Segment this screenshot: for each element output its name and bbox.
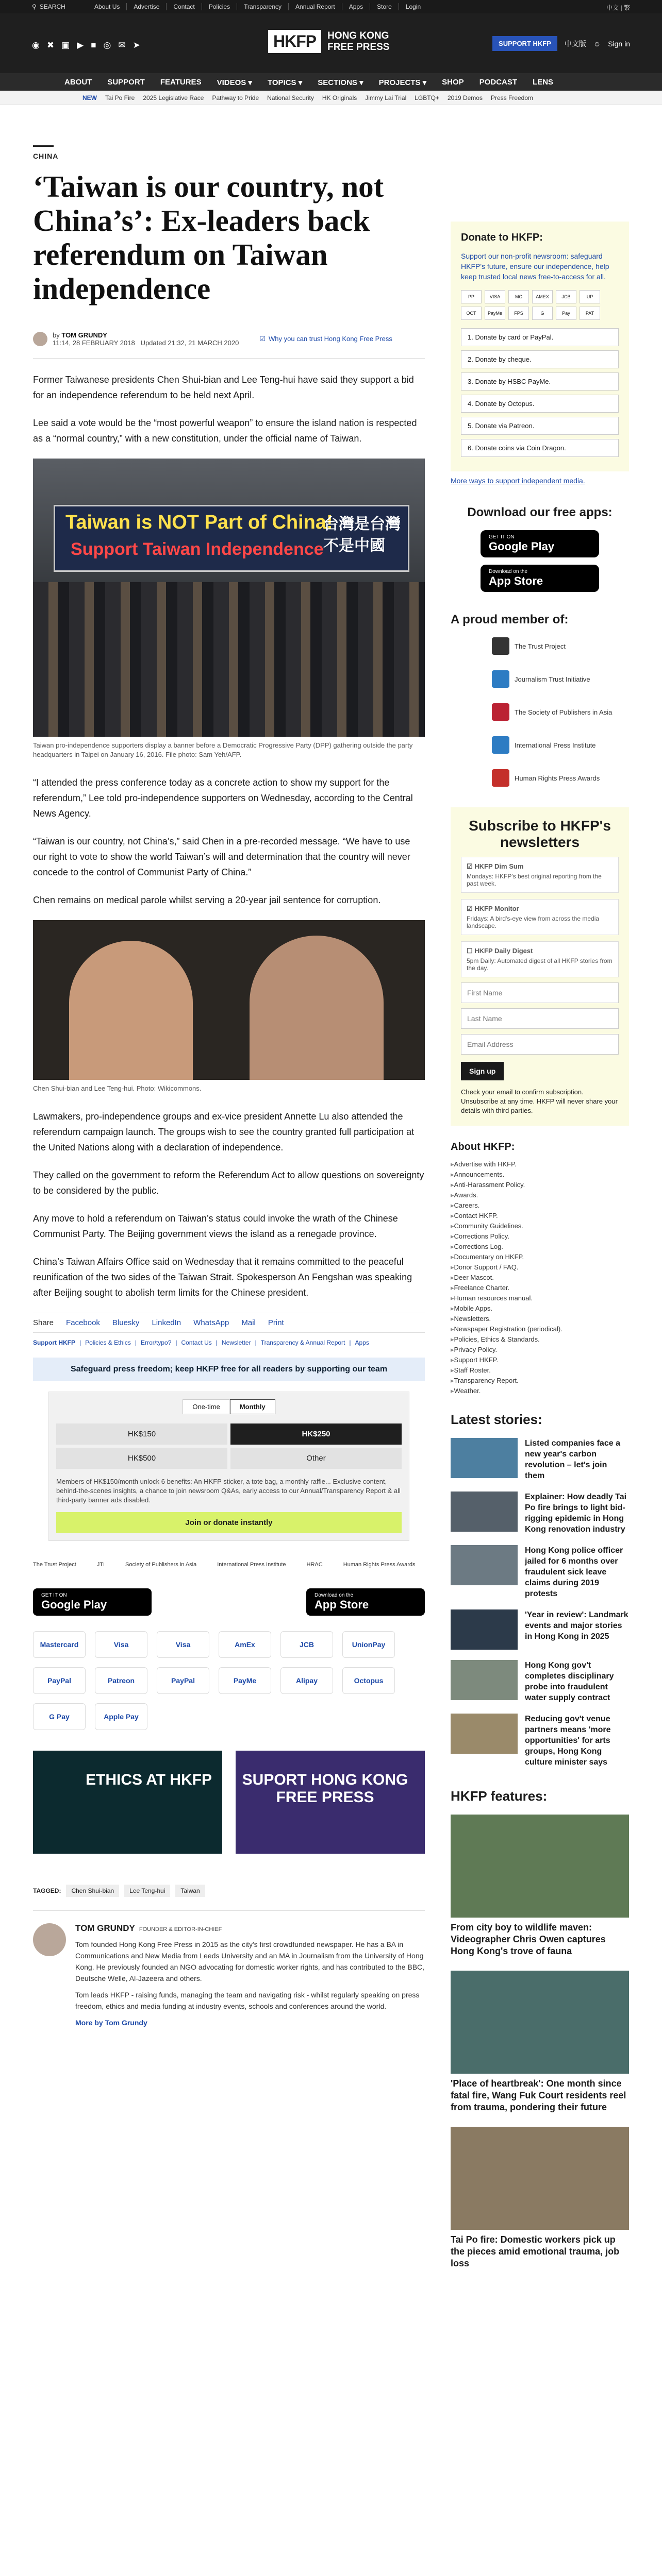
nav-item[interactable]: FEATURES: [160, 78, 202, 87]
app-badges: [33, 1588, 425, 1616]
utility-link[interactable]: Contact: [167, 3, 202, 10]
divider: [33, 358, 425, 359]
photo-caption: Chen Shui-bian and Lee Teng-hui. Photo: Wikicommons.: [33, 1084, 202, 1092]
one-time-tab[interactable]: One-time: [183, 1399, 229, 1414]
newsletter-box: [451, 807, 629, 1126]
banner-text-3: 台灣是台灣 不是中國: [323, 516, 401, 554]
nav-item[interactable]: TOPICS ▾: [267, 78, 303, 87]
protest-photo: [33, 459, 425, 737]
share-facebook[interactable]: Facebook: [66, 1318, 100, 1327]
about-link[interactable]: ▸ Advertise with HKFP.: [451, 1159, 629, 1170]
feature-image: [451, 2127, 629, 2230]
paragraph: China’s Taiwan Affairs Office said on Wednesday that it remains committed to the peaceful reunification of the two sides of the Taiwan Strait. Spokesperson An Fengshan was speaking after Beijing sought to abolish term limits for the Chinese president.: [33, 1257, 412, 1298]
search-icon: ⚲: [32, 3, 37, 10]
signin-link[interactable]: Sign in: [608, 39, 630, 48]
ethics-banner[interactable]: ETHICS AT HKFP: [33, 1751, 222, 1854]
footer-link[interactable]: Support HKFP: [33, 1339, 75, 1346]
crowd: [33, 582, 425, 737]
donate-text[interactable]: Support our non-profit newsroom: safeguard HKFP's future, ensure our independence, help keep trusted local news free-to-access for all.: [461, 252, 609, 281]
nav-item[interactable]: PROJECTS ▾: [378, 78, 427, 87]
story-thumbnail: [451, 1660, 518, 1700]
story-item[interactable]: Listed companies face a new year's carbon revolution – let's join them: [451, 1438, 629, 1481]
chinese-version-link[interactable]: 中文版: [564, 39, 586, 48]
payment-logo[interactable]: Visa: [157, 1631, 209, 1658]
tags: TAGGED: Chen Shui-bian Lee Teng-hui Taiwan: [33, 1885, 425, 1897]
trending-link[interactable]: Jimmy Lai Trial: [365, 94, 407, 101]
partner-logo[interactable]: International Press Institute: [217, 1562, 286, 1568]
paragraph: Former Taiwanese presidents Chen Shui-bian and Lee Teng-hui have said they support a bid for an independence referendum to be held next April.: [33, 375, 414, 400]
linkedin-icon[interactable]: ■: [91, 40, 96, 50]
payment-icon: AMEX: [532, 290, 553, 303]
donate-option[interactable]: 3. Donate by HSBC PayMe.: [461, 372, 619, 391]
donate-option[interactable]: 2. Donate by cheque.: [461, 350, 619, 368]
share-bluesky[interactable]: Bluesky: [112, 1318, 140, 1327]
updated-date: Updated 21:32, 21 MARCH 2020: [140, 339, 239, 347]
more-by-author[interactable]: More by Tom Grundy: [75, 2019, 147, 2027]
story-thumbnail: [451, 1438, 518, 1478]
share-bar: [33, 1313, 425, 1333]
signup-note: Check your email to confirm subscription. Unsubscribe at any time. HKFP will never share your details with third parties.: [461, 1088, 618, 1114]
byline: by TOM GRUNDY 11:14, 28 FEBRUARY 2018 Updated 21:32, 21 MARCH 2020 ☑ Why you can trust Hong Kong Free Press: [33, 331, 425, 347]
utility-link[interactable]: About Us: [88, 3, 127, 10]
footer-link[interactable]: Apps: [355, 1339, 369, 1346]
instagram-icon[interactable]: ▣: [61, 40, 70, 50]
about-link[interactable]: ▸ Awards.: [451, 1190, 629, 1200]
partner-logo[interactable]: JTI: [96, 1562, 105, 1568]
donate-option[interactable]: 4. Donate by Octopus.: [461, 395, 619, 413]
member-logo[interactable]: Human Rights Press Awards: [451, 769, 629, 787]
donate-option[interactable]: 6. Donate coins via Coin Dragon.: [461, 439, 619, 457]
about-link[interactable]: ▸ Policies, Ethics & Standards.: [451, 1334, 629, 1345]
payment-icon: Pay: [556, 307, 576, 320]
footer-link[interactable]: Transparency & Annual Report: [260, 1339, 345, 1346]
telegram-icon[interactable]: ➤: [133, 40, 140, 50]
trust-project-icon: [492, 637, 509, 655]
about-link[interactable]: ▸ Community Guidelines.: [451, 1221, 629, 1231]
share-linkedin[interactable]: LinkedIn: [152, 1318, 181, 1327]
youtube-icon[interactable]: ▶: [77, 40, 84, 50]
payment-logo[interactable]: Patreon: [95, 1667, 147, 1694]
payment-logo[interactable]: Alipay: [280, 1667, 333, 1694]
partner-logos: [33, 1562, 425, 1568]
about-list: [451, 1141, 629, 1396]
donate-note: Members of HK$150/month unlock 6 benefits: An HKFP sticker, a tote bag, a monthly raffle... Exclusive content, behind-the-scenes insights, a chance to join newsroom Q&As, early access to our Annual/Transparency Report & all third-party banner ads disabled.: [56, 1478, 401, 1504]
author-role: FOUNDER & EDITOR-IN-CHIEF: [139, 1926, 222, 1933]
payment-icon: OCT: [461, 307, 482, 320]
checkbox-icon[interactable]: ☑: [467, 905, 473, 912]
payment-logo[interactable]: JCB: [280, 1631, 333, 1658]
trending-link[interactable]: National Security: [267, 94, 314, 101]
paragraph: Chen remains on medical parole whilst serving a 20-year jail sentence for corruption.: [33, 895, 381, 905]
paragraph: Any move to hold a referendum on Taiwan’s status could invoke the wrath of the Chinese Communist Party. The Beijing government views the island as a renegade province.: [33, 1213, 398, 1239]
article: [33, 108, 425, 2028]
user-icon[interactable]: ☺: [593, 39, 601, 48]
author-bio: Tom founded Hong Kong Free Press in 2015 as the city's first crowdfunded newspaper. He has a BA in Communications and New Media from Leeds University and an MA in Journalism from the University of Hong Kong. He previously founded an NGO advocating for domestic worker rights, and has contributed to the BBC, Deutsche Welle, Al-Jazeera and others.: [75, 1940, 425, 1982]
trending-link[interactable]: Pathway to Pride: [212, 94, 259, 101]
story-item[interactable]: Explainer: How deadly Tai Po fire brings to light bid-rigging epidemic in Hong Kong renovation industry: [451, 1492, 629, 1535]
utility-link[interactable]: Apps: [342, 3, 370, 10]
about-link[interactable]: ▸ Deer Mascot.: [451, 1273, 629, 1283]
feature-image: [451, 1971, 629, 2074]
trending-bar: [0, 91, 662, 105]
payment-icons: [461, 290, 619, 320]
member-logo[interactable]: Journalism Trust Initiative: [451, 670, 629, 688]
article-title: ‘Taiwan is our country, not China’s’: Ex-leaders back referendum on Taiwan independence: [33, 170, 384, 306]
amount-option[interactable]: HK$500: [56, 1448, 227, 1469]
trending-link[interactable]: 2019 Demos: [447, 94, 483, 101]
monthly-tab[interactable]: Monthly: [230, 1399, 275, 1414]
signup-button[interactable]: Sign up: [461, 1062, 504, 1080]
twitter-icon[interactable]: ✖: [46, 40, 55, 50]
more-ways-link[interactable]: More ways to support independent media.: [451, 477, 585, 485]
main-nav: [0, 73, 662, 91]
nav-item[interactable]: ABOUT: [64, 78, 92, 87]
tag-link[interactable]: Chen Shui-bian: [66, 1885, 119, 1897]
paragraph: They called on the government to reform the Referendum Act to allow questions on sovereignty to be considered by the public.: [33, 1170, 424, 1196]
utility-links: [88, 3, 427, 10]
about-link[interactable]: ▸ Documentary on HKFP.: [451, 1252, 629, 1262]
nav-item[interactable]: PODCAST: [479, 78, 518, 87]
story-thumbnail: [451, 1714, 518, 1754]
google-play-badge[interactable]: GET IT ON Google Play: [481, 530, 599, 557]
about-link[interactable]: ▸ Staff Roster.: [451, 1365, 629, 1376]
donate-option[interactable]: 5. Donate via Patreon.: [461, 417, 619, 435]
about-link[interactable]: ▸ Mobile Apps.: [451, 1303, 629, 1314]
latest-stories: [451, 1412, 629, 1768]
nav-item[interactable]: VIDEOS ▾: [217, 78, 252, 87]
amount-option[interactable]: Other: [230, 1448, 402, 1469]
nav-item[interactable]: SHOP: [442, 78, 464, 87]
email-field[interactable]: Email Address: [461, 1034, 619, 1055]
story-thumbnail: [451, 1609, 518, 1650]
payment-logo[interactable]: Visa: [95, 1631, 147, 1658]
amount-option-selected[interactable]: HK$250: [230, 1423, 402, 1445]
join-donate-button[interactable]: Join or donate instantly: [56, 1512, 402, 1533]
feature-item[interactable]: Tai Po fire: Domestic workers pick up the pieces amid emotional trauma, job loss: [451, 2127, 629, 2269]
donate-title: Donate to HKFP:: [461, 232, 543, 243]
newsletter-title: Subscribe to HKFP's newsletters: [469, 818, 611, 850]
story-thumbnail: [451, 1492, 518, 1532]
amount-grid: [56, 1423, 402, 1469]
utility-link[interactable]: Policies: [202, 3, 237, 10]
google-play-badge[interactable]: GET IT ON Google Play: [33, 1588, 152, 1616]
payment-icon: PP: [461, 290, 482, 303]
newsletter-option[interactable]: ☑ HKFP Dim Sum Mondays: HKFP's best original reporting from the past week.: [461, 857, 619, 893]
social-icons: [32, 40, 140, 50]
payment-logo[interactable]: Octopus: [342, 1667, 395, 1694]
utility-link[interactable]: Store: [370, 3, 399, 10]
banner-text-2: Support Taiwan Independence: [71, 539, 324, 559]
new-badge: NEW: [82, 94, 97, 101]
payment-icon: PayMe: [485, 307, 505, 320]
trending-link[interactable]: HK Originals: [322, 94, 357, 101]
site-logo[interactable]: HKFP HONG KONG FREE PRESS: [268, 30, 389, 53]
partner-logo[interactable]: The Trust Project: [33, 1562, 76, 1568]
story-item[interactable]: 'Year in review': Landmark events and major stories in Hong Kong in 2025: [451, 1609, 629, 1650]
donate-box: [451, 222, 629, 471]
member-logo[interactable]: The Society of Publishers in Asia: [451, 703, 629, 721]
tag-link[interactable]: Taiwan: [175, 1885, 205, 1897]
utility-bar: [0, 0, 662, 13]
nav-item[interactable]: SECTIONS ▾: [318, 78, 363, 87]
footer-link[interactable]: Newsletter: [221, 1339, 251, 1346]
rss-icon[interactable]: ◎: [103, 40, 111, 50]
latest-title: Latest stories:: [451, 1412, 542, 1427]
payment-icon: VISA: [485, 290, 505, 303]
story-item[interactable]: Hong Kong gov't completes disciplinary probe into fraudulent water supply contract: [451, 1660, 629, 1703]
feature-image: [451, 1815, 629, 1918]
about-link[interactable]: ▸ Privacy Policy.: [451, 1345, 629, 1355]
language-switch[interactable]: 中文 | 繁: [606, 4, 630, 11]
payment-icon: JCB: [556, 290, 576, 303]
utility-link[interactable]: Advertise: [127, 3, 167, 10]
about-link[interactable]: ▸ Weather.: [451, 1386, 629, 1396]
features-title: HKFP features:: [451, 1788, 548, 1804]
search-button[interactable]: ⚲ SEARCH: [32, 3, 65, 10]
footer-link[interactable]: Contact Us: [181, 1339, 212, 1346]
amount-option[interactable]: HK$150: [56, 1423, 227, 1445]
payment-logo[interactable]: G Pay: [33, 1703, 86, 1730]
checkbox-icon[interactable]: ☑: [467, 862, 473, 870]
footer-link[interactable]: Error/typo?: [140, 1339, 172, 1346]
payment-icon: FPS: [508, 307, 529, 320]
share-print[interactable]: Print: [268, 1318, 284, 1327]
about-link[interactable]: ▸ Donor Support / FAQ.: [451, 1262, 629, 1273]
story-item[interactable]: Reducing gov't venue partners means 'more opportunities' for arts groups, Hong Kong culture minister says: [451, 1714, 629, 1768]
app-store-badge[interactable]: Download on the App Store: [481, 565, 599, 592]
feature-item[interactable]: From city boy to wildlife maven: Videographer Chris Owen captures Hong Kong's trove of fauna: [451, 1815, 629, 1957]
facebook-icon[interactable]: ◉: [32, 40, 40, 50]
payment-logo[interactable]: Mastercard: [33, 1631, 86, 1658]
payment-icon: PAT: [580, 307, 600, 320]
about-link[interactable]: ▸ Transparency Report.: [451, 1376, 629, 1386]
about-link[interactable]: ▸ Careers.: [451, 1200, 629, 1211]
apps-title: Download our free apps:: [467, 505, 613, 519]
about-link[interactable]: ▸ Announcements.: [451, 1170, 629, 1180]
utility-link[interactable]: Transparency: [237, 3, 289, 10]
site-header: [0, 13, 662, 73]
safeguard-banner[interactable]: Safeguard press freedom; keep HKFP free for all readers by supporting our team: [33, 1358, 425, 1381]
about-link[interactable]: ▸ Support HKFP.: [451, 1355, 629, 1365]
author-box: [33, 1910, 425, 2028]
payment-icon: G: [532, 307, 553, 320]
checkbox-icon[interactable]: ☐: [467, 947, 473, 955]
donate-option[interactable]: 1. Donate by card or PayPal.: [461, 328, 619, 346]
paragraph: Lee said a vote would be the “most powerful weapon” to ensure the island nation is respected as a “normal country,” with a new constitution, under the official name of Taiwan.: [33, 418, 417, 444]
payment-icon: UP: [580, 290, 600, 303]
sopa-icon: [492, 703, 509, 721]
payment-methods: [33, 1631, 425, 1730]
author-bio: Tom leads HKFP - raising funds, managing the team and navigating risk - whilst regularly speaking on press freedom, ethics and media funding at industry events, schools and conferences around the world.: [75, 1991, 420, 2010]
footer-link[interactable]: Policies & Ethics: [85, 1339, 131, 1346]
protest-banner: [54, 505, 409, 572]
about-link[interactable]: ▸ Corrections Log.: [451, 1242, 629, 1252]
paragraph: “Taiwan is our country, not China’s,” said Chen in a pre-recorded message. “We have to use our right to vote to show the world Taiwan’s will and determination that the country will never concede to the control of Communist Party of China.”: [33, 836, 410, 877]
feature-item[interactable]: 'Place of heartbreak': One month since fatal fire, Wang Fuk Court residents reel from trauma, pondering their future: [451, 1971, 629, 2113]
kicker-rule: [33, 145, 54, 147]
tag-link[interactable]: Lee Teng-hui: [124, 1885, 170, 1897]
paragraph: Lawmakers, pro-independence groups and ex-vice president Annette Lu also attended the referendum campaign launch. The groups wish to see the country granted full participation at the United Nations along with a declaration of independence.: [33, 1111, 415, 1153]
about-link[interactable]: ▸ Human resources manual.: [451, 1293, 629, 1303]
nav-item[interactable]: SUPPORT: [107, 78, 145, 87]
share-whatsapp[interactable]: WhatsApp: [193, 1318, 229, 1327]
utility-link[interactable]: Login: [405, 3, 421, 10]
photo-caption: Taiwan pro-independence supporters display a banner before a Democratic Progressive Party (DPP) gathering outside the party headquarters in Taipei on January 16, 2016. File photo: Sam Yeh/AFP.: [33, 741, 413, 758]
story-item[interactable]: Hong Kong police officer jailed for 6 months over fraudulent sick leave claims during 2019 protests: [451, 1545, 629, 1599]
author-name[interactable]: TOM GRUNDY: [75, 1923, 135, 1933]
about-link[interactable]: ▸ Newsletters.: [451, 1314, 629, 1324]
paragraph: “I attended the press conference today as a concrete action to show my support for the referendum,” Lee told pro-independence supporters on Wednesday, according to the Central News Agency.: [33, 777, 413, 819]
trust-link[interactable]: ☑ Why you can trust Hong Kong Free Press: [259, 335, 392, 343]
partner-logo[interactable]: Human Rights Press Awards: [343, 1562, 416, 1568]
leaders-photo: [33, 920, 425, 1080]
trending-link[interactable]: Press Freedom: [490, 94, 534, 101]
share-label: Share: [33, 1318, 54, 1327]
payment-logo[interactable]: PayMe: [219, 1667, 271, 1694]
avatar[interactable]: [33, 1923, 66, 1956]
share-mail[interactable]: Mail: [241, 1318, 256, 1327]
trending-link[interactable]: LGBTQ+: [415, 94, 439, 101]
email-icon[interactable]: ✉: [118, 40, 126, 50]
support-hkfp-button[interactable]: SUPPORT HKFP: [492, 36, 557, 51]
about-link[interactable]: ▸ Corrections Policy.: [451, 1231, 629, 1242]
ipi-icon: [492, 736, 509, 754]
donate-widget: [48, 1392, 409, 1541]
payment-logo[interactable]: AmEx: [219, 1631, 271, 1658]
trending-link[interactable]: Tai Po Fire: [105, 94, 135, 101]
story-thumbnail: [451, 1545, 518, 1585]
nav-item[interactable]: LENS: [533, 78, 554, 87]
utility-link[interactable]: Annual Report: [289, 3, 342, 10]
hrpa-icon: [492, 769, 509, 787]
member-logo[interactable]: The Trust Project: [451, 637, 629, 655]
trust-icon: ☑: [259, 335, 266, 343]
author-link[interactable]: TOM GRUNDY: [61, 331, 107, 339]
about-link[interactable]: ▸ Freelance Charter.: [451, 1283, 629, 1293]
promo-banners: [33, 1751, 425, 1854]
partner-logo[interactable]: Society of Publishers in Asia: [125, 1562, 197, 1568]
frequency-toggle: [56, 1399, 402, 1414]
trending-link[interactable]: 2025 Legislative Race: [143, 94, 204, 101]
person-left: [69, 941, 193, 1080]
payment-logo[interactable]: Apple Pay: [95, 1703, 147, 1730]
jti-icon: [492, 670, 509, 688]
payment-icon: MC: [508, 290, 529, 303]
about-link[interactable]: ▸ Anti-Harassment Policy.: [451, 1180, 629, 1190]
last-name-field[interactable]: Last Name: [461, 1008, 619, 1029]
newsletter-option[interactable]: ☑ HKFP Monitor Fridays: A bird's-eye view from across the media landscape.: [461, 899, 619, 935]
member-logo[interactable]: International Press Institute: [451, 736, 629, 754]
payment-logo[interactable]: PayPal: [157, 1667, 209, 1694]
article-category[interactable]: CHINA: [33, 152, 59, 160]
banner-text-1: Taiwan is NOT Part of China!: [65, 512, 333, 533]
app-store-badge[interactable]: Download on the App Store: [306, 1588, 425, 1616]
support-banner[interactable]: SUPORT HONG KONG FREE PRESS: [236, 1751, 425, 1854]
author-avatar: [33, 332, 47, 346]
first-name-field[interactable]: First Name: [461, 982, 619, 1003]
sidebar: [451, 222, 629, 2283]
about-title: About HKFP:: [451, 1141, 515, 1153]
features: [451, 1788, 629, 2269]
publish-date: 11:14, 28 FEBRUARY 2018: [53, 339, 135, 347]
payment-logo[interactable]: PayPal: [33, 1667, 86, 1694]
newsletter-option[interactable]: ☐ HKFP Daily Digest 5pm Daily: Automated digest of all HKFP stories from the day.: [461, 941, 619, 977]
member-title: A proud member of:: [451, 613, 569, 626]
about-link[interactable]: ▸ Contact HKFP.: [451, 1211, 629, 1221]
person-right: [250, 936, 384, 1080]
footer-links: Support HKFP | Policies & Ethics | Error/typo? | Contact Us | Newsletter | Transparency & Annual Report | Apps: [33, 1339, 369, 1346]
about-link[interactable]: ▸ Newspaper Registration (periodical).: [451, 1324, 629, 1334]
partner-logo[interactable]: HRAC: [306, 1562, 323, 1568]
payment-logo[interactable]: UnionPay: [342, 1631, 395, 1658]
